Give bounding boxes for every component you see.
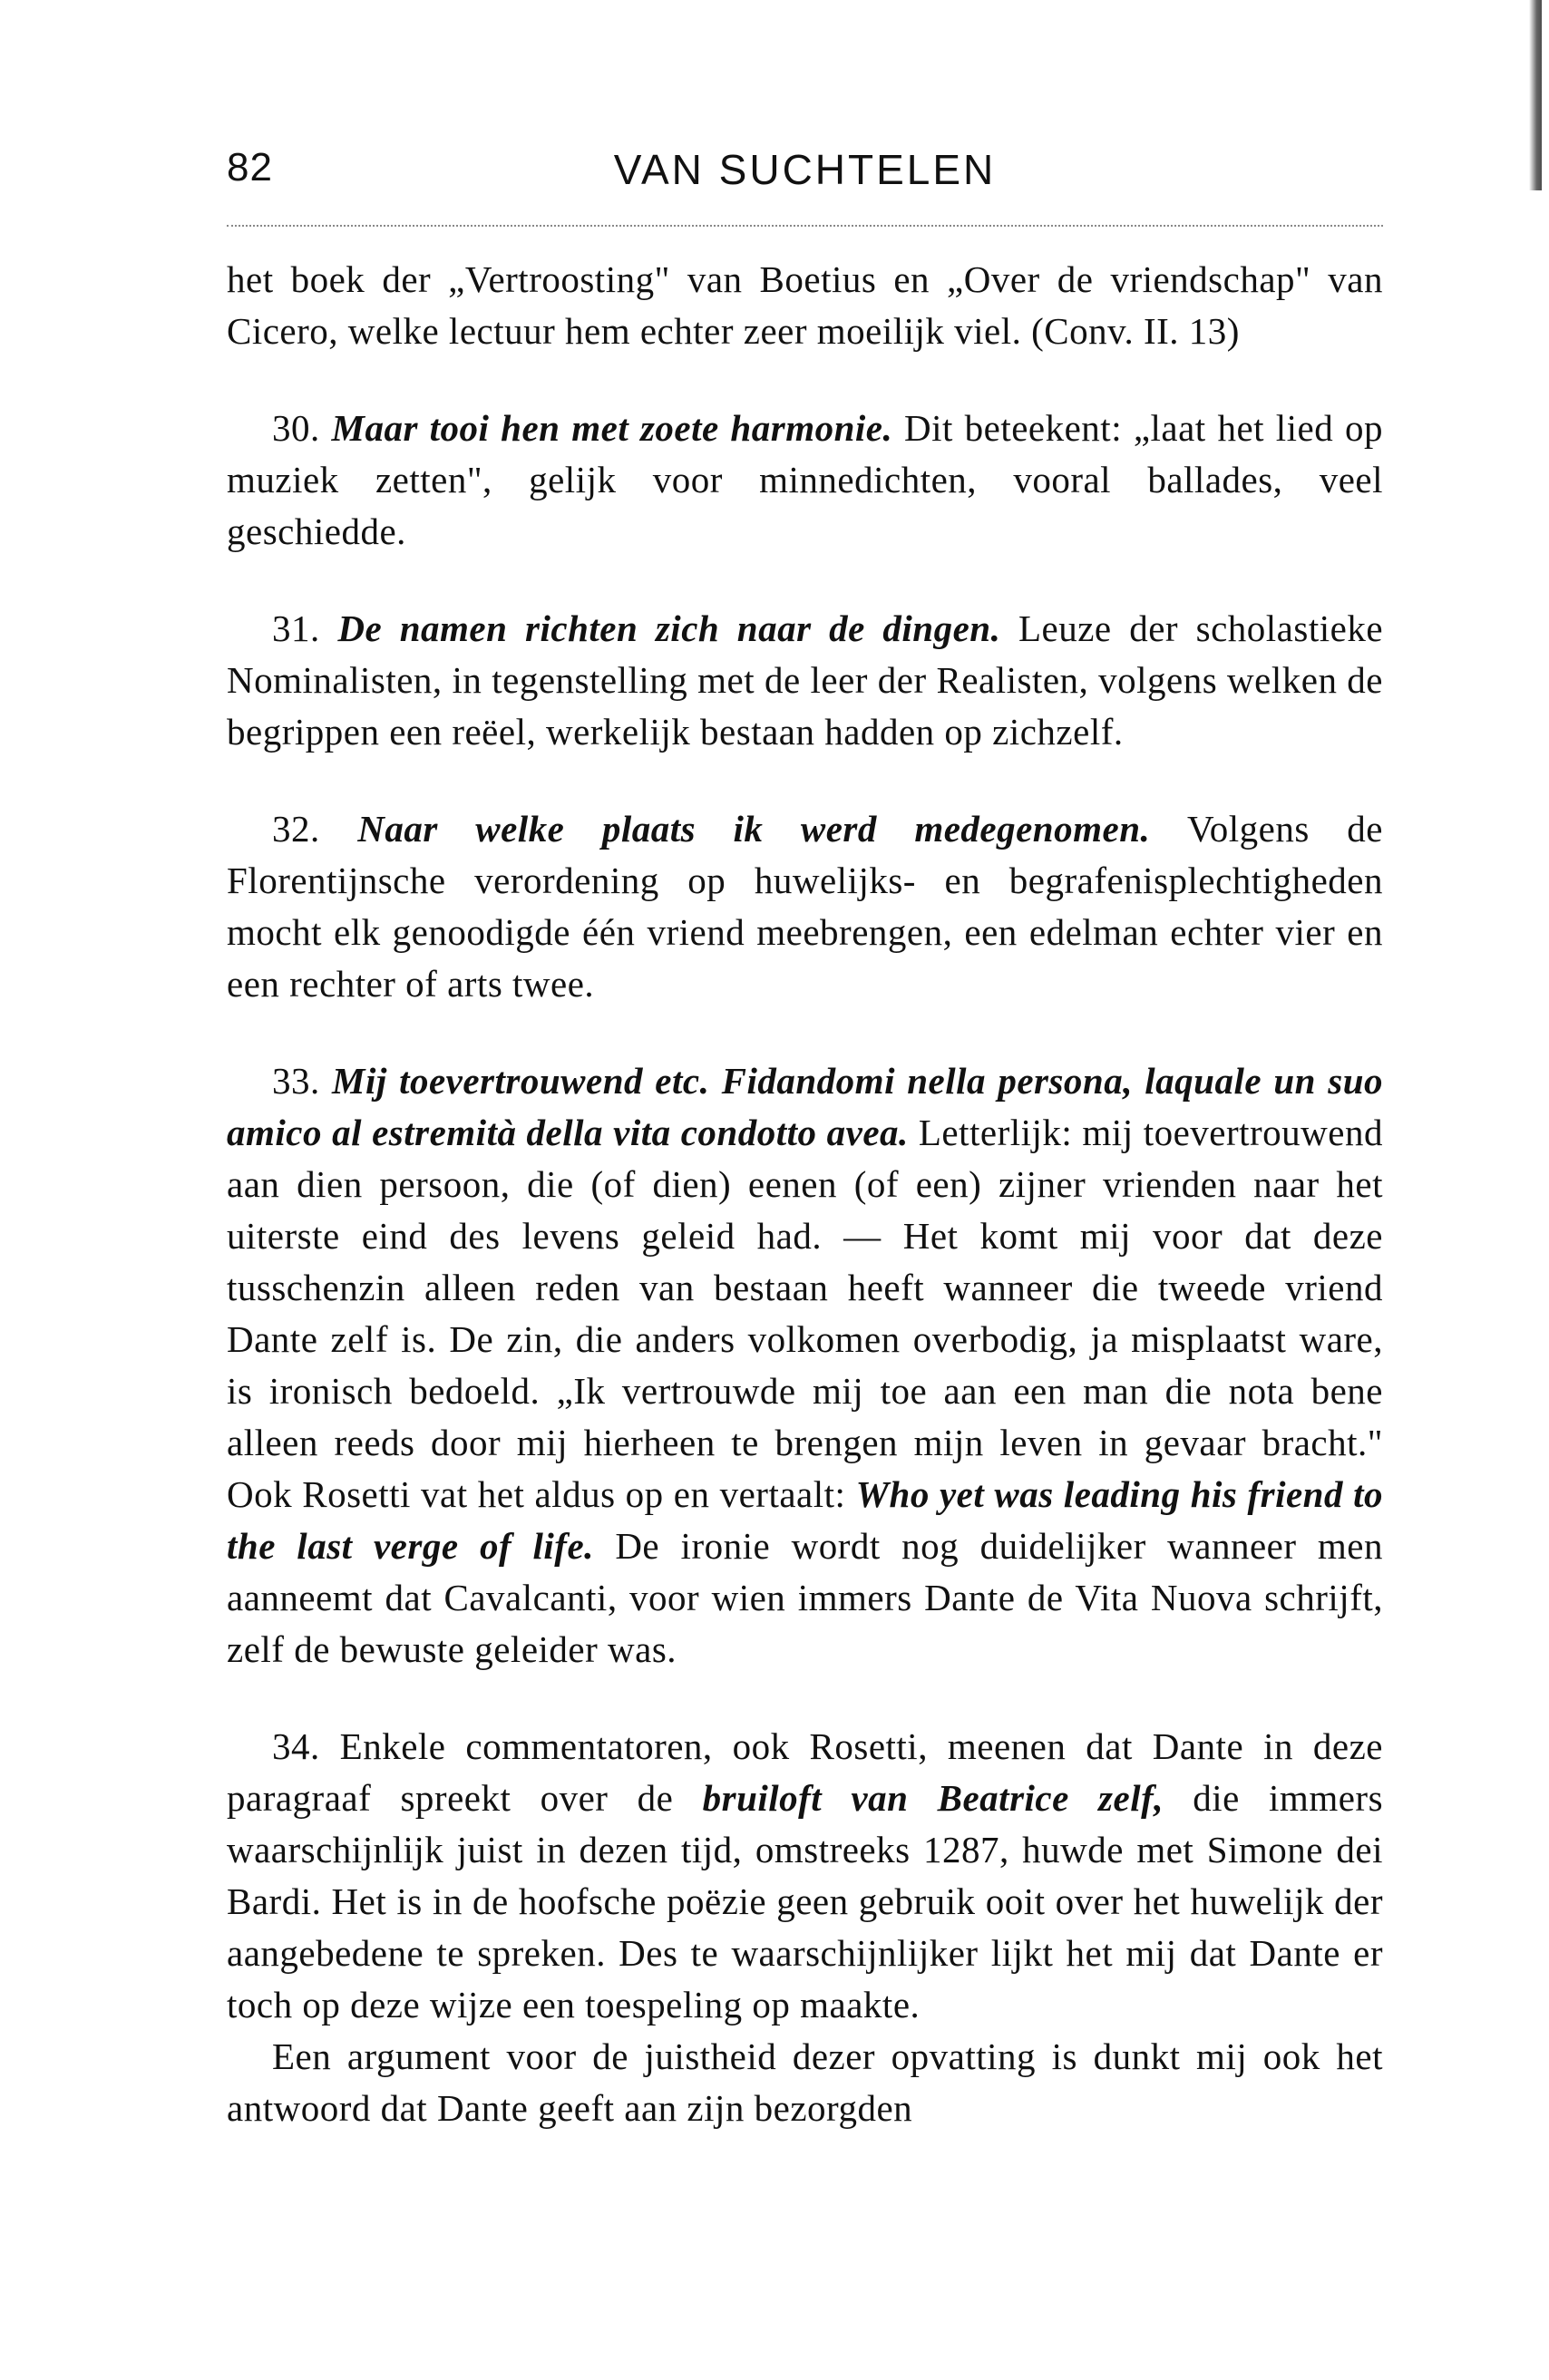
note-quote: Fidandomi nella persona, laquale un suo amico al estremità della vita condotto avea.: [227, 1060, 1384, 1153]
note-31: [227, 603, 1383, 758]
note-text: Enkele commentatoren, ook Rosetti, meenen dat Dante in deze paragraaf spreekt over de: [227, 1725, 1383, 1819]
note-text: Dit beteekent: „laat het lied op muziek zetten", gelijk voor minnedichten, vooral ballades, veel geschiedde.: [227, 407, 1384, 552]
note-text: Letterlijk: mij toevertrouwend aan dien persoon, die (of dien) eenen (of een) zijner vrienden naar het uiterste eind des levens geleid had. — Het komt mij voor dat deze tusschenzin alleen reden van bestaan heeft wanneer die tweede vriend Dante zelf is. De zin, die anders volkomen overbodig, ja misplaatst ware, is ironisch bedoeld. „Ik vertrouwde mij toe aan een man die nota bene alleen reeds door mij hierheen te brengen mijn leven in gevaar bracht." Ook Rosetti vat het aldus op en vertaalt:: [227, 1112, 1383, 1515]
note-italic-phrase: bruiloft van Beatrice zelf,: [702, 1777, 1164, 1819]
note-34-continued: [227, 2031, 1383, 2134]
note-number: 30.: [272, 407, 320, 449]
note-text: Leuze der scholastieke Nominalisten, in tegenstelling met de leer der Realisten, volgens welken de begrippen een reëel, werkelijk bestaan hadden op zichzelf.: [227, 607, 1384, 753]
paragraph-text: Een argument voor de juistheid dezer opvatting is dunkt mij ook het antwoord dat Dante geeft aan zijn bezorgden: [227, 2035, 1383, 2129]
note-text-continued: die immers waarschijnlijk juist in dezen tijd, omstreeks 1287, huwde met Simone dei Bardi. Het is in de hoofsche poëzie geen gebruik ooit over het huwelijk der aangebedene te spreken. Des te waarschijnlijker lijkt het mij dat Dante er toch op deze wijze een toespeling op maakte.: [227, 1777, 1384, 2025]
note-number: 31.: [272, 607, 320, 649]
note-number: 34.: [272, 1725, 320, 1767]
note-english-quote: Who yet was leading his friend to the last verge of life.: [227, 1473, 1384, 1567]
note-title: Mij toevertrouwend etc.: [332, 1060, 710, 1102]
note-30: [227, 403, 1383, 558]
note-text: Volgens de Florentijnsche verordening op huwelijks- en begrafenisplechtigheden mocht elk genoodigde één vriend meebrengen, een edelman echter vier en een rechter of arts twee.: [227, 808, 1383, 1005]
header-divider: [227, 225, 1383, 227]
paragraph-text: het boek der „Vertroosting" van Boetius en „Over de vriendschap" van Cicero, welke lectuur hem echter zeer moeilijk viel. (Conv. II. 13): [227, 258, 1383, 352]
running-title: VAN SUCHTELEN: [613, 146, 997, 193]
page-number: 82: [227, 145, 273, 189]
body-text: [227, 254, 1383, 2134]
note-33: [227, 1055, 1383, 1676]
paragraph-continued: [227, 254, 1383, 357]
page-header: [227, 136, 1383, 209]
note-title: Naar welke plaats ik werd medegenomen.: [357, 808, 1151, 850]
note-number: 33.: [272, 1060, 320, 1102]
note-text-continued: De ironie wordt nog duidelijker wanneer men aanneemt dat Cavalcanti, voor wien immers Dante de Vita Nuova schrijft, zelf de bewuste geleider was.: [227, 1525, 1384, 1670]
note-number: 32.: [272, 808, 320, 850]
book-page: [227, 136, 1383, 2134]
note-title: Maar tooi hen met zoete harmonie.: [331, 407, 893, 449]
note-32: [227, 803, 1383, 1010]
note-title: De namen richten zich naar de dingen.: [337, 607, 1001, 649]
note-34: [227, 1721, 1383, 2031]
page-edge-shadow: [1529, 0, 1542, 190]
